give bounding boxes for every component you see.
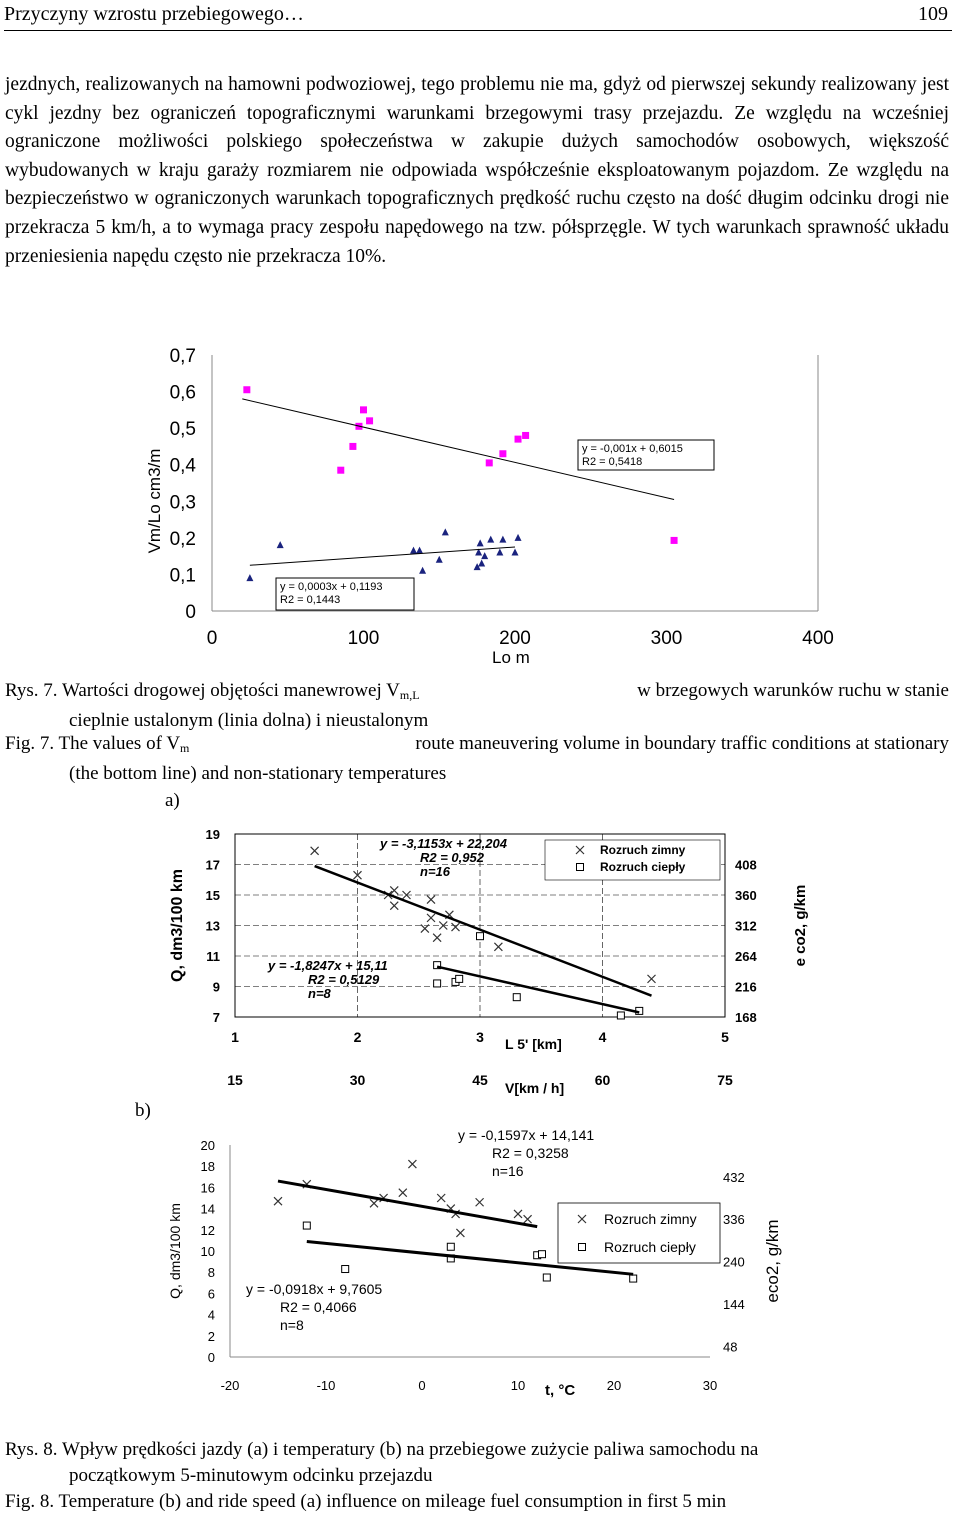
x-tick-label: 4 <box>598 1029 607 1045</box>
legend-square-icon <box>577 864 584 871</box>
x2-tick-label: 75 <box>717 1072 733 1088</box>
data-point <box>499 450 506 457</box>
y-right-tick-label: 48 <box>723 1339 738 1355</box>
fig8-cap-pl-b: początkowym 5-minutowym odcinku przejazdu <box>69 1465 433 1486</box>
data-point <box>512 548 519 555</box>
y-tick-label: 2 <box>207 1328 215 1344</box>
legend-label: Rozruch ciepły <box>604 1239 696 1255</box>
x-tick-label: 2 <box>353 1029 362 1045</box>
data-point <box>433 934 441 942</box>
equation-text: y = -0,001x + 0,6015 <box>582 443 683 455</box>
y-tick-label: 0,2 <box>169 528 196 550</box>
y-tick-label: 0,1 <box>169 565 196 587</box>
data-point <box>496 548 503 555</box>
y-tick-label: 0,5 <box>169 419 196 441</box>
data-point <box>246 574 253 581</box>
data-point <box>447 1243 454 1250</box>
equation-text: n=16 <box>492 1163 524 1179</box>
body-paragraph: jezdnych, realizowanych na hamowni podwoziowej, tego problemu nie ma, gdyż od pierwszej sekundy realizowany jest cykl jezdny bez ograniczeń topograficznymi warunkami brzegowymi trasy przejazdu. Ze względu na wcześniej ograniczone możliwości polskiego społeczeństwa w zakupie dużych samochodów osobowych, większość wybudowanych w kraju garaży rozmiarem nie odpowiada współcześnie eksploatowanym pojazdom. Ze względu na bezpieczeństwo w ograniczonych warunkach topograficznych prędkość ruchu często na dość długim odcinku drogi nie przekracza 5 km/h, a to wymaga pracy zespołu napędowego na tzw. półsprzęgle. W tych warunkach sprawność układu przeniesienia napędu często nie przekracza 10%. <box>5 74 949 267</box>
data-point <box>477 933 484 940</box>
data-point <box>648 975 656 983</box>
data-point <box>311 847 319 855</box>
y-right-tick-label: 264 <box>735 949 757 964</box>
y-right-tick-label: 216 <box>735 979 757 995</box>
y-right-axis-label: e co2, g/km <box>792 884 809 967</box>
equation-text: R2 = 0,3258 <box>492 1145 569 1161</box>
y-right-tick-label: 432 <box>723 1169 745 1185</box>
data-point <box>360 406 367 413</box>
data-point <box>437 1194 445 1202</box>
data-point <box>337 467 344 474</box>
data-point <box>274 1197 282 1205</box>
equation-text: n=8 <box>308 986 331 1001</box>
data-point <box>456 975 463 982</box>
x-tick-label: 3 <box>476 1029 484 1045</box>
data-point <box>390 902 398 910</box>
data-point <box>630 1275 637 1282</box>
x-tick-label: 30 <box>702 1378 718 1393</box>
chart-fig8a <box>140 822 960 1112</box>
chart-fig8b <box>160 1120 960 1410</box>
data-point <box>671 537 678 544</box>
y-tick-label: 12 <box>200 1222 215 1238</box>
data-point <box>478 559 485 566</box>
equation-text: R2 = 0,5418 <box>582 456 643 468</box>
fig8-label-b: b) <box>135 1100 151 1121</box>
x-tick-label: 20 <box>606 1378 622 1393</box>
fig7-cap-pl-c: cieplnie ustalonym (linia dolna) i nieustalonym <box>69 710 429 731</box>
data-point <box>514 1210 522 1218</box>
equation-text: R2 = 0,1443 <box>280 594 341 606</box>
x2-tick-label: 60 <box>594 1072 611 1088</box>
y-tick-label: 0,7 <box>169 346 196 367</box>
data-point <box>494 943 502 951</box>
data-point <box>487 536 494 543</box>
fig8-caption-pl <box>5 1437 949 1489</box>
data-point <box>370 1199 378 1207</box>
fig7-cap-en-c: (the bottom line) and non-stationary temperatures <box>69 763 447 784</box>
page-number: 109 <box>918 3 948 25</box>
fig7-caption-en <box>5 731 949 787</box>
y-right-tick-label: 168 <box>735 1010 757 1025</box>
data-point <box>543 1274 550 1281</box>
data-point <box>481 552 488 559</box>
data-point <box>408 1160 416 1168</box>
y-tick-label: 18 <box>200 1159 215 1175</box>
y-right-tick-label: 408 <box>735 857 757 873</box>
y-right-tick-label: 312 <box>735 918 757 934</box>
data-point <box>416 547 423 554</box>
x-tick-label: 100 <box>347 628 380 649</box>
y-tick-label: 19 <box>205 827 220 842</box>
data-point <box>499 536 506 543</box>
data-point <box>515 534 522 541</box>
x-tick-label: 10 <box>510 1378 526 1393</box>
y-tick-label: 4 <box>207 1307 215 1323</box>
page-header <box>4 0 952 31</box>
data-point <box>486 459 493 466</box>
y-right-tick-label: 144 <box>723 1297 745 1312</box>
y-right-tick-label: 240 <box>723 1254 745 1270</box>
y-tick-label: 0 <box>207 1350 215 1365</box>
data-point <box>399 1189 407 1197</box>
y-axis-label: Q, dm3/100 km <box>167 1203 183 1299</box>
x2-axis-label: V[km / h] <box>505 1080 565 1096</box>
y-axis-label: Vm/Lo cm3/m <box>145 448 164 554</box>
data-point <box>366 417 373 424</box>
running-title: Przyczyny wzrostu przebiegowego… <box>4 3 304 25</box>
data-point <box>410 547 417 554</box>
data-point <box>515 436 522 443</box>
fig7-cap-en-sub: m <box>180 741 190 755</box>
x-tick-label: 0 <box>418 1378 426 1393</box>
y-right-tick-label: 336 <box>723 1212 745 1228</box>
x-tick-label: -10 <box>316 1378 336 1393</box>
y-tick-label: 0 <box>185 602 196 623</box>
y-tick-label: 15 <box>205 888 220 903</box>
y-tick-label: 14 <box>200 1201 215 1217</box>
data-point <box>477 539 484 546</box>
x-tick-label: 1 <box>231 1029 239 1045</box>
x-axis-label: L 5' [km] <box>505 1036 562 1052</box>
y-tick-label: 20 <box>200 1138 215 1153</box>
equation-text: R2 = 0,952 <box>420 850 484 865</box>
trend-line <box>250 547 515 565</box>
data-point <box>342 1266 349 1273</box>
fig7-cap-en-a: Fig. 7. The values of V <box>5 733 181 754</box>
equation-text: y = -3,1153x + 22,204 <box>380 836 507 851</box>
equation-text: y = -0,1597x + 14,141 <box>458 1127 595 1143</box>
data-point <box>243 386 250 393</box>
data-point <box>452 923 460 931</box>
fig8-cap-pl-a: Rys. 8. Wpływ prędkości jazdy (a) i temperatury (b) na przebiegowe zużycie paliwa samochodu na <box>5 1439 759 1460</box>
y-tick-label: 0,3 <box>169 492 196 514</box>
y-tick-label: 9 <box>212 979 220 995</box>
y-tick-label: 11 <box>206 949 220 964</box>
y-tick-label: 16 <box>200 1180 215 1196</box>
x-tick-label: 400 <box>802 628 834 649</box>
fig8-label-a: a) <box>165 790 180 811</box>
x-axis-label: Lo m <box>492 648 530 665</box>
equation-text: y = -0,0918x + 9,7605 <box>246 1281 383 1297</box>
data-point <box>390 886 398 894</box>
legend-label: Rozruch zimny <box>604 1211 697 1227</box>
data-point <box>476 1198 484 1206</box>
data-point <box>419 567 426 574</box>
legend-label: Rozruch zimny <box>600 843 686 857</box>
equation-text: n=16 <box>420 864 450 879</box>
y-right-axis-label: eco2, g/km <box>763 1219 782 1303</box>
data-point <box>524 1215 532 1223</box>
y-tick-label: 6 <box>207 1286 215 1302</box>
data-point <box>427 896 435 904</box>
x-tick-label: 5 <box>721 1029 729 1045</box>
x2-tick-label: 30 <box>349 1072 366 1088</box>
data-point <box>303 1222 310 1229</box>
equation-text: R2 = 0,4066 <box>280 1299 357 1315</box>
x-tick-label: 300 <box>650 628 683 649</box>
equation-text: y = 0,0003x + 0,1193 <box>280 581 383 593</box>
y-axis-label: Q, dm3/100 km <box>169 869 186 982</box>
legend-square-icon <box>579 1244 586 1251</box>
y-tick-label: 17 <box>205 857 220 873</box>
x-tick-label: 200 <box>499 628 531 649</box>
x2-tick-label: 15 <box>227 1072 243 1088</box>
equation-text: y = -1,8247x + 15,11 <box>268 958 388 973</box>
fig7-caption-pl <box>5 678 949 734</box>
data-point <box>442 528 449 535</box>
data-point <box>617 1012 624 1019</box>
data-point <box>522 432 529 439</box>
equation-text: R2 = 0,5129 <box>308 972 380 987</box>
x-axis-label: t, °C <box>545 1382 576 1399</box>
fig8-caption-en: Fig. 8. Temperature (b) and ride speed (a) influence on mileage fuel consumption in first 5 min <box>5 1491 727 1512</box>
data-point <box>436 556 443 563</box>
trend-line <box>437 967 639 1013</box>
data-point <box>456 1229 464 1237</box>
data-point <box>349 443 356 450</box>
legend-label: Rozruch ciepły <box>600 860 686 874</box>
trend-line <box>278 1181 537 1227</box>
data-point <box>539 1251 546 1258</box>
y-right-tick-label: 360 <box>735 888 757 903</box>
y-tick-label: 0,4 <box>169 455 196 477</box>
fig7-cap-pl-a: Rys. 7. Wartości drogowej objętości manewrowej V <box>5 680 400 701</box>
x-tick-label: -20 <box>220 1378 240 1393</box>
chart-fig7 <box>0 340 960 665</box>
y-tick-label: 7 <box>212 1010 220 1025</box>
y-tick-label: 13 <box>205 918 220 934</box>
y-tick-label: 10 <box>200 1244 215 1259</box>
x2-tick-label: 45 <box>472 1072 488 1088</box>
fig7-cap-pl-sub: m,L <box>399 688 420 702</box>
y-tick-label: 0,6 <box>169 382 196 404</box>
data-point <box>277 541 284 548</box>
data-point <box>434 980 441 987</box>
fig7-cap-pl-b: w brzegowych warunków ruchu w stanie <box>637 680 949 701</box>
equation-text: n=8 <box>280 1317 304 1333</box>
data-point <box>513 994 520 1001</box>
x-tick-label: 0 <box>206 628 218 649</box>
data-point <box>427 914 435 922</box>
fig7-cap-en-b: route maneuvering volume in boundary traffic conditions at stationary <box>415 733 949 754</box>
y-tick-label: 8 <box>207 1265 215 1281</box>
